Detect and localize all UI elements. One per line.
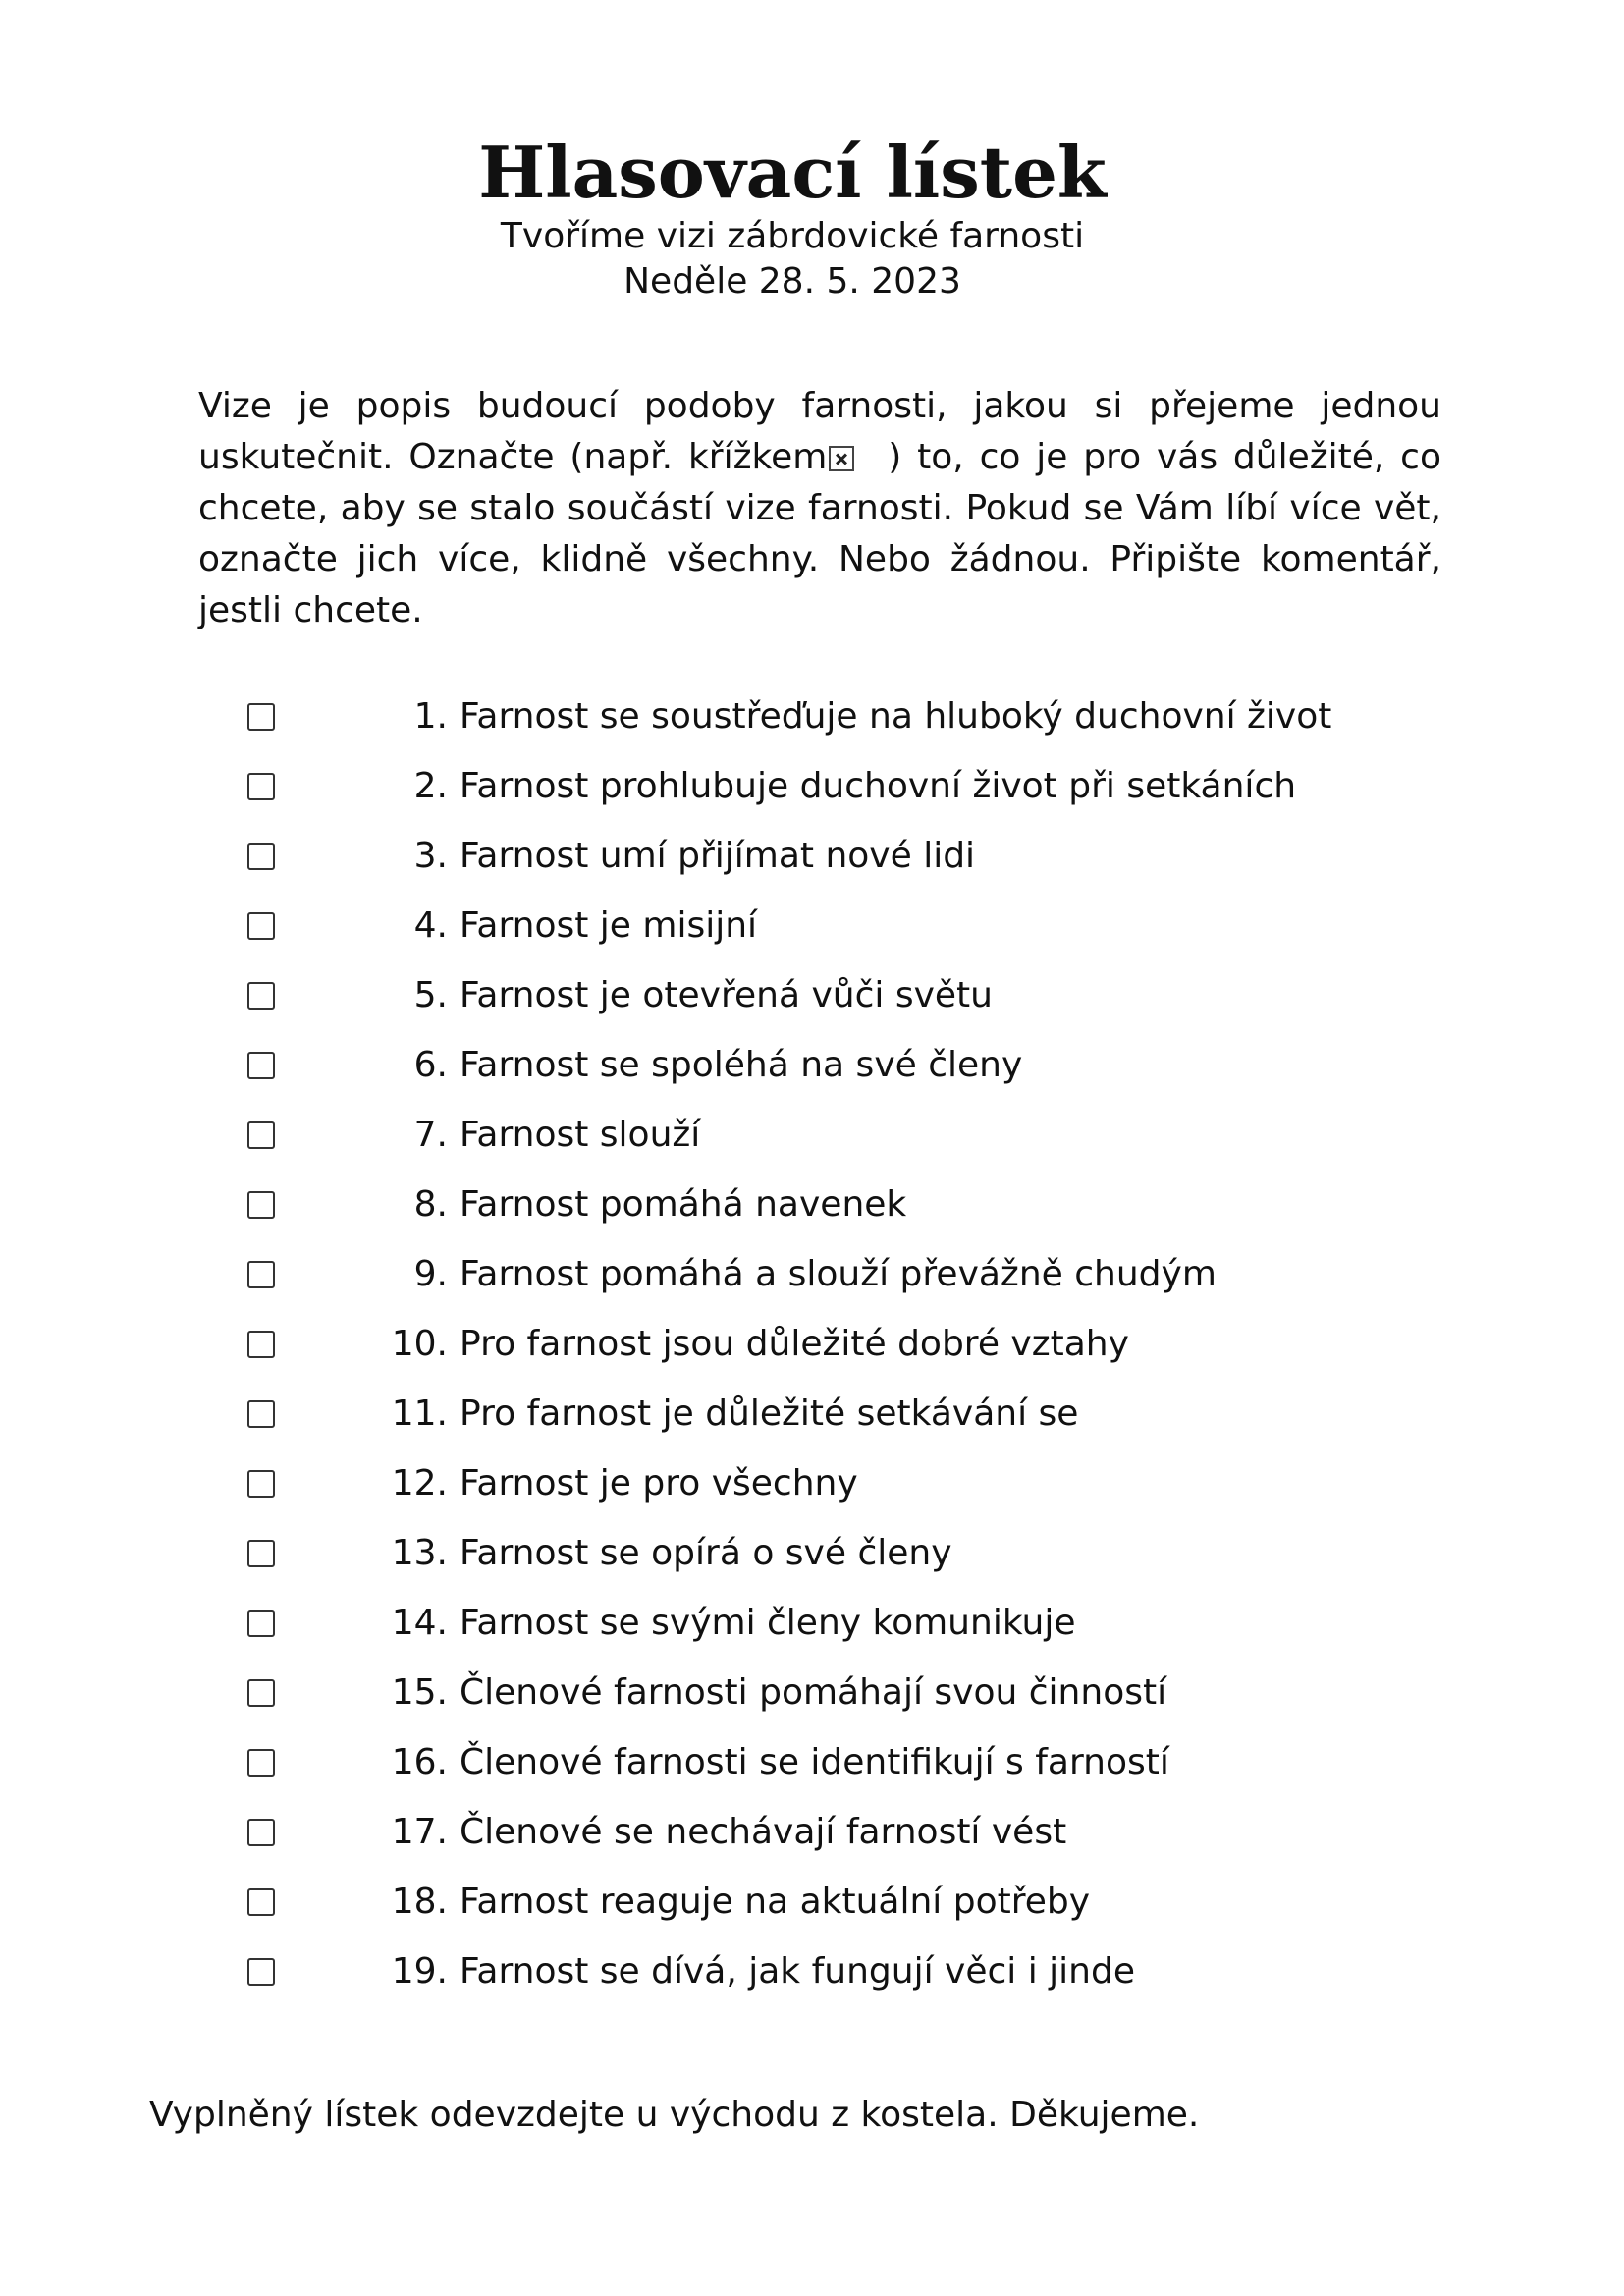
checked-box-icon <box>829 446 854 471</box>
statement-text: Pro farnost je důležité setkávání se <box>460 1394 1079 1434</box>
statement-number: 10. <box>391 1324 448 1364</box>
statement-number: 3. <box>413 836 448 876</box>
statement-text: Členové farnosti se identifikují s farností <box>460 1742 1169 1782</box>
list-item <box>0 1110 1624 1179</box>
list-item <box>0 1040 1624 1110</box>
statement-text: Farnost reaguje na aktuální potřeby <box>460 1882 1091 1922</box>
statement-number: 12. <box>391 1463 448 1503</box>
statement-checkbox[interactable] <box>247 912 275 940</box>
intro-text-part1: Vize je popis budoucí podoby farnosti, jakou si přejeme jednou uskutečnit. Označte (např. křížkem <box>198 386 1441 477</box>
statement-text: Farnost slouží <box>460 1115 701 1155</box>
statement-checkbox[interactable] <box>247 1470 275 1498</box>
statement-checkbox[interactable] <box>247 1191 275 1219</box>
page-date: Neděle 28. 5. 2023 <box>623 261 961 301</box>
statement-checkbox[interactable] <box>247 1819 275 1846</box>
list-item <box>0 1877 1624 1946</box>
footer-note: Vyplněný lístek odevzdejte u východu z kostela. Děkujeme. <box>149 2095 1200 2135</box>
statement-checkbox[interactable] <box>247 1052 275 1079</box>
list-item <box>0 691 1624 761</box>
statement-checkbox[interactable] <box>247 703 275 731</box>
list-item <box>0 970 1624 1040</box>
statement-text: Členové se nechávají farností vést <box>460 1812 1067 1852</box>
statement-text: Farnost je misijní <box>460 905 758 946</box>
list-item <box>0 1807 1624 1877</box>
statement-checkbox[interactable] <box>247 1679 275 1707</box>
list-item <box>0 1528 1624 1598</box>
list-item <box>0 1319 1624 1389</box>
statement-number: 4. <box>413 905 448 946</box>
list-item <box>0 1946 1624 2016</box>
statement-number: 2. <box>413 766 448 806</box>
intro-paragraph <box>198 381 1441 636</box>
statement-checkbox[interactable] <box>247 1610 275 1637</box>
statement-number: 5. <box>413 975 448 1015</box>
statement-number: 9. <box>413 1254 448 1294</box>
list-item <box>0 1737 1624 1807</box>
statement-text: Farnost umí přijímat nové lidi <box>460 836 976 876</box>
page-subtitle: Tvoříme vizi zábrdovické farnosti <box>500 216 1085 256</box>
page-title: Hlasovací lístek <box>478 131 1107 214</box>
statement-number: 13. <box>391 1533 448 1573</box>
statement-text: Farnost je otevřená vůči světu <box>460 975 993 1015</box>
statement-number: 14. <box>391 1603 448 1643</box>
statement-text: Členové farnosti pomáhají svou činností <box>460 1672 1167 1713</box>
statement-text: Farnost se opírá o své členy <box>460 1533 952 1573</box>
statement-checkbox[interactable] <box>247 1331 275 1358</box>
intro-text-part2: ) to, co je pro vás důležité, co chcete, aby se stalo součástí vize farnosti. Pokud se Vám líbí více vět, označte jich více, klidně všechny. Nebo žádnou. Připište komentář, jestli chcete. <box>198 437 1441 630</box>
statement-checkbox[interactable] <box>247 1261 275 1288</box>
list-item <box>0 1667 1624 1737</box>
statement-number: 8. <box>413 1184 448 1225</box>
statement-text: Farnost je pro všechny <box>460 1463 858 1503</box>
list-item <box>0 1598 1624 1667</box>
list-item <box>0 1458 1624 1528</box>
statement-number: 16. <box>391 1742 448 1782</box>
statement-checkbox[interactable] <box>247 1958 275 1986</box>
statement-text: Farnost pomáhá a slouží převážně chudým <box>460 1254 1217 1294</box>
statement-text: Farnost se svými členy komunikuje <box>460 1603 1076 1643</box>
list-item <box>0 1179 1624 1249</box>
statement-text: Farnost se dívá, jak fungují věci i jinde <box>460 1951 1135 1992</box>
statement-checkbox[interactable] <box>247 773 275 800</box>
statement-text: Farnost se spoléhá na své členy <box>460 1045 1023 1085</box>
statement-text: Pro farnost jsou důležité dobré vztahy <box>460 1324 1129 1364</box>
list-item <box>0 761 1624 831</box>
statement-number: 7. <box>413 1115 448 1155</box>
statement-number: 1. <box>413 696 448 737</box>
statement-checkbox[interactable] <box>247 1888 275 1916</box>
statement-number: 6. <box>413 1045 448 1085</box>
statement-number: 18. <box>391 1882 448 1922</box>
list-item <box>0 901 1624 970</box>
statement-text: Farnost pomáhá navenek <box>460 1184 907 1225</box>
list-item <box>0 1249 1624 1319</box>
statement-checkbox[interactable] <box>247 982 275 1010</box>
statement-checkbox[interactable] <box>247 1540 275 1567</box>
statement-checkbox[interactable] <box>247 843 275 870</box>
list-item <box>0 1389 1624 1458</box>
statement-checkbox[interactable] <box>247 1400 275 1428</box>
statement-checkbox[interactable] <box>247 1121 275 1149</box>
statement-number: 17. <box>391 1812 448 1852</box>
statement-number: 15. <box>391 1672 448 1713</box>
statement-number: 11. <box>391 1394 448 1434</box>
statement-text: Farnost prohlubuje duchovní život při setkáních <box>460 766 1297 806</box>
statement-checkbox[interactable] <box>247 1749 275 1777</box>
statement-text: Farnost se soustřeďuje na hluboký duchovní život <box>460 696 1332 737</box>
statement-number: 19. <box>391 1951 448 1992</box>
vision-statements-list <box>0 691 1624 2016</box>
list-item <box>0 831 1624 901</box>
